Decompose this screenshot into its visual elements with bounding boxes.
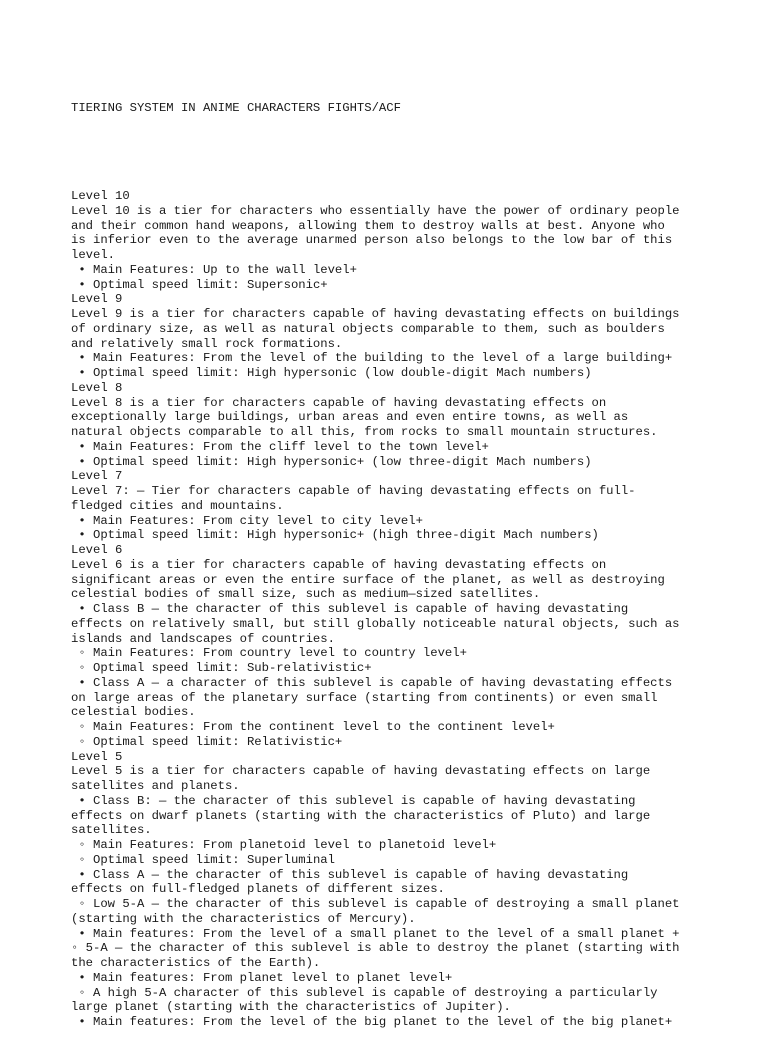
paragraph-line: of ordinary size, as well as natural objects comparable to them, such as boulders (71, 321, 665, 336)
blank-line (71, 145, 711, 160)
sub-bullet-item: ◦ Main Features: From planetoid level to planetoid level+ (71, 838, 497, 852)
bullet-item: • Main Features: From the cliff level to the town level+ (71, 439, 489, 454)
sub-bullet-item: ◦ Optimal speed limit: Relativistic+ (71, 734, 343, 749)
paragraph-line: significant areas or even the entire surface of the planet, as well as destroying (71, 572, 665, 587)
bullet-item: • Main features: From the level of the big planet to the level of the big planet+ (71, 1015, 673, 1029)
bullet-item: • Class B: — the character of this sublevel is capable of having devastating (71, 793, 636, 808)
sub-bullet-item: ◦ Low 5-A — the character of this sublevel is capable of destroying a small planet (71, 897, 680, 911)
paragraph-line: Level 9 is a tier for characters capable of having devastating effects on buildings (71, 307, 680, 321)
bullet-item: • Optimal speed limit: Supersonic+ (71, 277, 328, 292)
paragraph-line: effects on dwarf planets (starting with the characteristics of Pluto) and large (71, 808, 651, 823)
bullet-item: • Optimal speed limit: High hypersonic (low double-digit Mach numbers) (71, 366, 592, 380)
paragraph-line: and their common hand weapons, allowing them to destroy walls at best. Anyone who (71, 218, 665, 233)
paragraph-line: level. (71, 248, 115, 262)
sub-bullet-item: ◦ 5-A — the character of this sublevel is able to destroy the planet (starting with (71, 941, 680, 956)
paragraph-line: is inferior even to the average unarmed person also belongs to the low bar of this (71, 233, 673, 248)
paragraph-line: fledged cities and mountains. (71, 498, 284, 513)
bullet-item: • Class B — the character of this sublevel is capable of having devastating (71, 602, 629, 616)
level-heading: Level 9 (71, 292, 123, 307)
level-heading: Level 8 (71, 380, 123, 395)
level-heading: Level 7 (71, 469, 123, 484)
bullet-item: • Main Features: From city level to city level+ (71, 513, 423, 528)
paragraph-line: Level 8 is a tier for characters capable of having devastating effects on (71, 395, 607, 410)
bullet-item: • Main features: From planet level to planet level+ (71, 970, 453, 985)
level-heading: Level 10 (71, 189, 130, 203)
paragraph-line: the characteristics of the Earth). (71, 956, 321, 970)
sub-bullet-item: ◦ Optimal speed limit: Sub-relativistic+ (71, 661, 372, 675)
paragraph-line: celestial bodies of small size, such as medium—sized satellites. (71, 587, 541, 602)
bullet-item: • Main Features: From the level of the building to the level of a large building+ (71, 351, 673, 366)
paragraph-line: large planet (starting with the characteristics of Jupiter). (71, 1000, 511, 1015)
paragraph-line: Level 6 is a tier for characters capable of having devastating effects on (71, 557, 607, 572)
document-page (71, 71, 711, 1045)
bullet-item: • Class A — a character of this sublevel is capable of having devastating effects (71, 675, 673, 690)
bullet-item: • Main Features: Up to the wall level+ (71, 262, 357, 277)
bullet-item: • Class A — the character of this sublevel is capable of having devastating (71, 867, 629, 882)
paragraph-line: celestial bodies. (71, 705, 196, 720)
paragraph-line: on large areas of the planetary surface (starting from continents) or even small (71, 690, 658, 705)
paragraph-line: (starting with the characteristics of Mercury). (71, 911, 416, 926)
sub-bullet-item: ◦ Main Features: From the continent level to the continent level+ (71, 720, 555, 734)
paragraph-line: Level 10 is a tier for characters who essentially have the power of ordinary people (71, 203, 680, 218)
paragraph-line: satellites and planets. (71, 779, 240, 793)
bullet-item: • Main features: From the level of a small planet to the level of a small planet + (71, 926, 680, 941)
paragraph-line: exceptionally large buildings, urban areas and even entire towns, as well as (71, 410, 629, 425)
paragraph-line: satellites. (71, 823, 152, 838)
paragraph-line: Level 5 is a tier for characters capable of having devastating effects on large (71, 764, 651, 779)
sub-bullet-item: ◦ A high 5-A character of this sublevel is capable of destroying a particularly (71, 985, 658, 1000)
bullet-item: • Optimal speed limit: High hypersonic+ (high three-digit Mach numbers) (71, 528, 599, 543)
level-heading: Level 6 (71, 543, 123, 557)
document-title: TIERING SYSTEM IN ANIME CHARACTERS FIGHTS/ACF (71, 100, 401, 115)
paragraph-line: Level 7: — Tier for characters capable of having devastating effects on full- (71, 484, 636, 498)
level-heading: Level 5 (71, 749, 123, 764)
sub-bullet-item: ◦ Optimal speed limit: Superluminal (71, 852, 335, 867)
paragraph-line: and relatively small rock formations. (71, 336, 343, 351)
bullet-item: • Optimal speed limit: High hypersonic+ (low three-digit Mach numbers) (71, 454, 592, 469)
document-body (71, 189, 711, 1030)
paragraph-line: effects on relatively small, but still globally noticeable natural objects, such as (71, 616, 680, 631)
sub-bullet-item: ◦ Main Features: From country level to country level+ (71, 646, 467, 661)
paragraph-line: islands and landscapes of countries. (71, 631, 335, 646)
paragraph-line: natural objects comparable to all this, from rocks to small mountain structures. (71, 425, 658, 439)
paragraph-line: effects on full-fledged planets of different sizes. (71, 882, 445, 897)
